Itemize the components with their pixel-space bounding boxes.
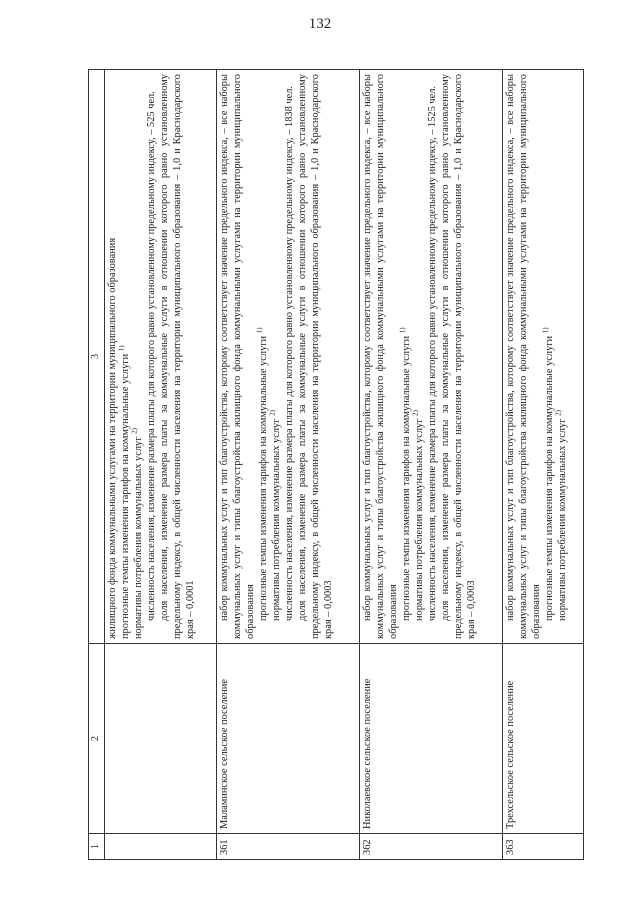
header-col-3: 3	[89, 70, 105, 644]
footnote-ref: 2)	[554, 410, 563, 416]
description-text: прогнозные темпы изменения тарифов на коммунальные услуги	[120, 353, 131, 639]
footnote-ref: 1)	[255, 327, 264, 334]
rotated-table-area	[88, 70, 584, 860]
description-text: нормативы потребления коммунальных услуг	[133, 436, 144, 639]
description-cell	[502, 70, 583, 644]
description-text: нормативы потребления коммунальных услуг	[556, 418, 568, 621]
description-line	[270, 74, 283, 639]
description-line	[361, 74, 400, 639]
description-text: набор коммунальных услуг и тип благоустройства, которому соответствует значение предельного индекса, – все наборы коммунальных услуг и типы благоустройства жилищного фонда коммунальными услугами на территории муниципального образования	[504, 74, 542, 639]
description-line	[158, 74, 197, 639]
header-col-2: 2	[89, 644, 105, 834]
table-header-row	[89, 70, 105, 860]
description-line	[426, 74, 439, 639]
description-line	[283, 74, 296, 639]
description-text: численность населения, изменение размера платы для которого равно установленному предельному индексу, – 525 чел.	[146, 91, 157, 621]
description-line	[132, 74, 145, 639]
description-line	[218, 74, 257, 639]
description-text: прогнозные темпы изменения тарифов на коммунальные услуги	[258, 335, 269, 621]
footnote-ref: 1)	[541, 327, 550, 334]
description-text: прогнозные темпы изменения тарифов на коммунальные услуги	[400, 335, 412, 621]
table-row	[105, 70, 217, 860]
table-row	[502, 70, 583, 860]
description-text: жилищного фонда коммунальными услугами на территории муниципального образования	[107, 237, 118, 639]
description-line	[106, 74, 119, 639]
description-text: набор коммунальных услуг и тип благоустройства, которому соответствует значение предельного индекса, – все наборы коммунальных услуг и типы благоустройства жилищного фонда коммунальными услугами на территории муниципального образования	[361, 74, 399, 639]
description-text: доля населения, изменение размера платы за коммунальные услуги в отношении которого равно установленному предельному индексу, в общей численности населения на территории муниципального образования – 1,0 и Краснодарского края – 0,0003	[297, 74, 334, 639]
header-col-1: 1	[89, 834, 105, 860]
description-cell	[217, 70, 360, 644]
description-text: доля населения, изменение размера платы за коммунальные услуги в отношении которого равно установленному предельному индексу, в общей численности населения на территории муниципального образования – 1,0 и Краснодарского края – 0,0001	[159, 74, 196, 639]
description-line	[504, 74, 543, 639]
row-number: 363	[502, 834, 583, 860]
footnote-ref: 1)	[398, 327, 407, 334]
description-line	[556, 74, 569, 639]
description-line	[296, 74, 335, 639]
settlement-name	[105, 644, 217, 834]
description-text: прогнозные темпы изменения тарифов на коммунальные услуги	[543, 335, 555, 621]
row-number	[105, 834, 217, 860]
description-line	[543, 74, 556, 639]
footnote-ref: 1)	[117, 345, 126, 352]
settlement-name: Маламинское сельское поселение	[217, 644, 360, 834]
table-wrapper	[88, 70, 584, 860]
description-cell	[359, 70, 502, 644]
table-row	[359, 70, 502, 860]
table-row	[217, 70, 360, 860]
description-line	[400, 74, 413, 639]
footnote-ref: 2)	[411, 410, 420, 416]
page-number: 132	[308, 16, 332, 32]
indices-table	[88, 69, 584, 860]
description-line	[145, 74, 158, 639]
description-cell	[105, 70, 217, 644]
description-text: доля населения, изменение размера платы за коммунальные услуги в отношении которого равно установленному предельному индексу, в общей численности населения на территории муниципального образования – 1,0 и Краснодарского края – 0,0003	[439, 74, 477, 639]
description-line	[413, 74, 426, 639]
row-number: 362	[359, 834, 502, 860]
description-text: набор коммунальных услуг и тип благоустройства, которому соответствует значение предельного индекса, – все наборы коммунальных услуг и типы благоустройства жилищного фонда коммунальными услугами на территории муниципального образования	[219, 74, 256, 639]
description-text: нормативы потребления коммунальных услуг	[271, 418, 282, 621]
footnote-ref: 2)	[268, 410, 277, 416]
description-text: нормативы потребления коммунальных услуг	[413, 418, 425, 621]
description-line	[119, 74, 132, 639]
description-text: численность населения, изменение размера платы для которого равно установленному предельному индексу, – 1838 чел.	[284, 85, 295, 621]
description-line	[257, 74, 270, 639]
description-line	[439, 74, 478, 639]
settlement-name: Трехсельское сельское поселение	[502, 644, 583, 834]
description-text: численность населения, изменение размера платы для которого равно установленному предельному индексу, – 1525 чел.	[426, 85, 438, 621]
footnote-ref: 2)	[130, 428, 139, 434]
row-number: 361	[217, 834, 360, 860]
settlement-name: Николаевское сельское поселение	[359, 644, 502, 834]
